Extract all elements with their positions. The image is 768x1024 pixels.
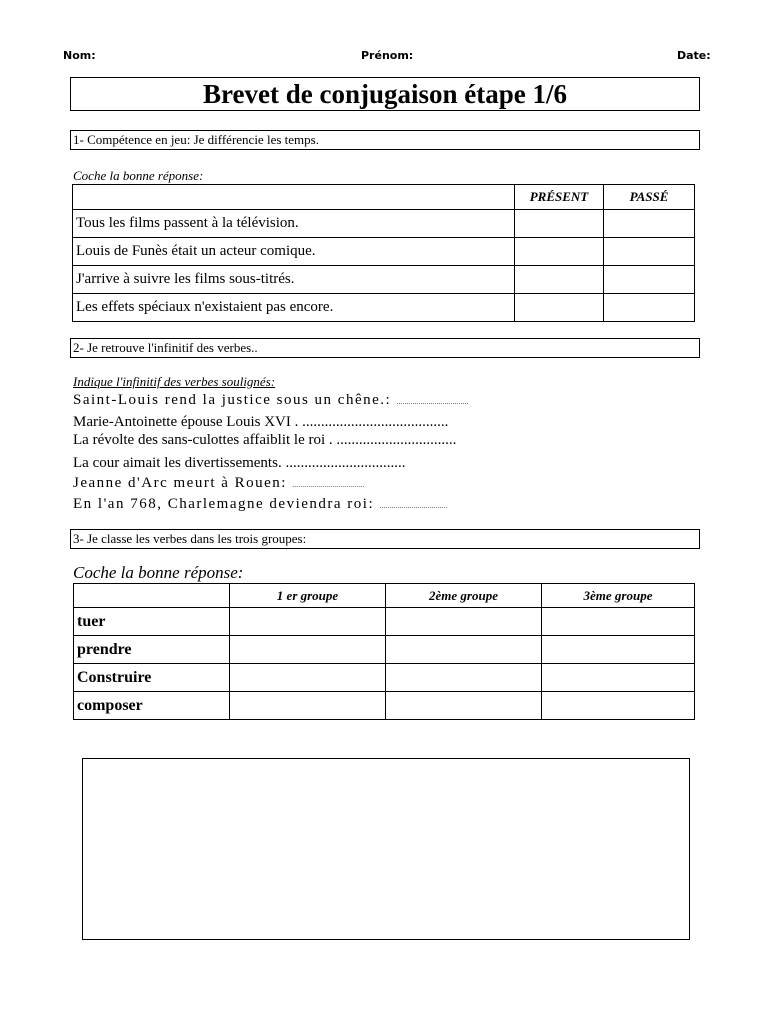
checkbox-present[interactable] [515,238,604,266]
column-group-1: 1 er groupe [230,584,386,608]
section1-heading: 1- Compétence en jeu: Je différencie les temps. [70,130,700,150]
checkbox-group-1[interactable] [230,692,386,720]
infinitive-line [73,392,468,409]
checkbox-group-3[interactable] [542,692,695,720]
table-row [73,266,695,294]
table-row [74,608,695,636]
checkbox-passe[interactable] [604,238,695,266]
infinitive-line [73,475,364,492]
answer-blank[interactable]: ................................ [285,455,406,471]
checkbox-present[interactable] [515,266,604,294]
infinitive-sentence: Saint-Louis rend la justice sous un chêne.: [73,392,392,408]
column-group-2: 2ème groupe [386,584,542,608]
checkbox-group-3[interactable] [542,664,695,692]
checkbox-passe[interactable] [604,266,695,294]
column-passe: PASSÉ [604,185,695,210]
checkbox-passe[interactable] [604,210,695,238]
answer-box[interactable] [82,758,690,940]
table-row [74,664,695,692]
table-row [73,238,695,266]
sentence-label: J'arrive à suivre les films sous-titrés. [73,266,515,294]
checkbox-group-2[interactable] [386,636,542,664]
answer-blank[interactable]: .................................... [292,480,365,489]
group-table [73,583,695,720]
page-title: Brevet de conjugaison étape 1/6 [70,77,700,111]
group-table-corner [74,584,230,608]
verb-label: Construire [74,664,230,692]
checkbox-present[interactable] [515,210,604,238]
checkbox-group-1[interactable] [230,664,386,692]
date-label: Date: [677,49,711,62]
section2-heading: 2- Je retrouve l'infinitif des verbes.. [70,338,700,358]
answer-blank[interactable]: .................................... [396,397,469,406]
table-row [74,636,695,664]
verb-label: tuer [74,608,230,636]
checkbox-group-3[interactable] [542,608,695,636]
checkbox-group-1[interactable] [230,608,386,636]
infinitive-sentence: La cour aimait les divertissements. [73,455,282,471]
infinitive-sentence: La révolte des sans-culottes affaiblit le roi . [73,432,333,448]
sentence-label: Louis de Funès était un acteur comique. [73,238,515,266]
section2-instruction: Indique l'infinitif des verbes soulignés: [73,374,276,389]
checkbox-group-1[interactable] [230,636,386,664]
verb-label: prendre [74,636,230,664]
checkbox-group-2[interactable] [386,692,542,720]
checkbox-passe[interactable] [604,294,695,322]
column-present: PRÉSENT [515,185,604,210]
table-row [73,210,695,238]
sentence-label: Tous les films passent à la télévision. [73,210,515,238]
infinitive-line [73,432,456,449]
infinitive-line [73,496,447,513]
tense-table [72,184,695,322]
infinitive-sentence: Jeanne d'Arc meurt à Rouen: [73,475,287,491]
verb-label: composer [74,692,230,720]
infinitive-line [73,455,405,472]
tense-table-header [73,185,695,210]
infinitive-line [73,414,448,431]
tense-table-corner [73,185,515,210]
table-row [73,294,695,322]
answer-blank[interactable]: ....................................... [302,414,449,430]
checkbox-group-3[interactable] [542,636,695,664]
answer-blank[interactable]: ................................ [336,432,457,448]
table-row [74,692,695,720]
group-table-header [74,584,695,608]
checkbox-present[interactable] [515,294,604,322]
column-group-3: 3ème groupe [542,584,695,608]
sentence-label: Les effets spéciaux n'existaient pas encore. [73,294,515,322]
checkbox-group-2[interactable] [386,664,542,692]
infinitive-sentence: En l'an 768, Charlemagne deviendra roi: [73,496,375,512]
answer-blank[interactable]: .................................. [379,501,448,510]
section3-heading: 3- Je classe les verbes dans les trois groupes: [70,529,700,549]
checkbox-group-2[interactable] [386,608,542,636]
section1-instruction: Coche la bonne réponse: [73,168,204,183]
prenom-label: Prénom: [361,49,414,62]
nom-label: Nom: [63,49,96,62]
section3-instruction: Coche la bonne réponse: [73,563,244,582]
infinitive-sentence: Marie-Antoinette épouse Louis XVI . [73,414,299,430]
